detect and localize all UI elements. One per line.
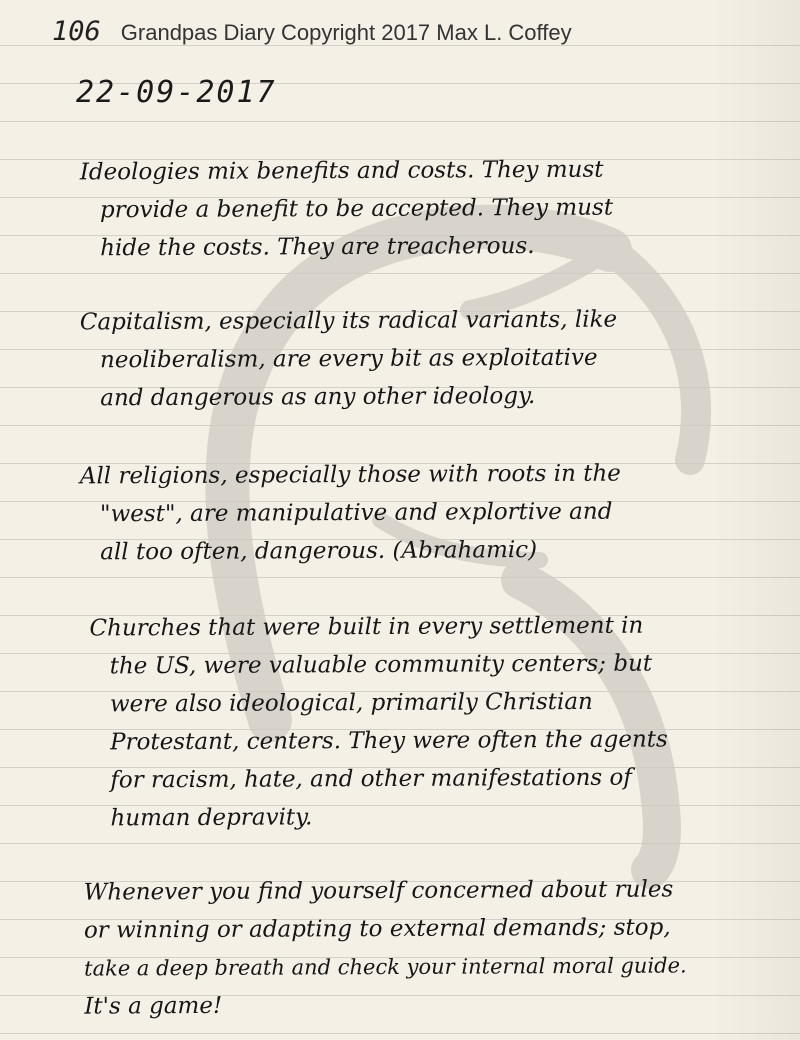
text-line: human depravity. — [110, 804, 313, 832]
page-number: 106 — [52, 16, 101, 47]
text-line: Protestant, centers. They were often the agents — [110, 726, 668, 756]
text-line: were also ideological, primarily Christian — [109, 688, 593, 718]
text-line: all too often, dangerous. (Abrahamic) — [100, 537, 538, 566]
paragraph-capitalism — [80, 301, 618, 418]
header-title: Grandpas Diary Copyright 2017 Max L. Coffey — [120, 20, 572, 45]
paragraph-moral-guide — [84, 870, 687, 1025]
paragraph-churches — [89, 606, 668, 837]
text-line: "west", are manipulative and explortive and — [99, 498, 613, 528]
paragraph-ideologies — [80, 151, 614, 268]
text-line: Capitalism, especially its radical variants, like — [79, 306, 618, 336]
text-line: Churches that were built in every settlement in — [89, 612, 644, 642]
text-line: provide a benefit to be accepted. They must — [99, 194, 614, 224]
page-header — [52, 16, 572, 56]
text-line: for racism, hate, and other manifestations of — [110, 764, 632, 794]
text-line: or winning or adapting to external demands; stop, — [83, 914, 671, 944]
text-line: All religions, especially those with roots in the — [79, 460, 621, 490]
text-line: Whenever you find yourself concerned about rules — [83, 876, 674, 906]
text-line: Ideologies mix benefits and costs. They must — [79, 156, 604, 186]
text-line: hide the costs. They are treacherous. — [100, 233, 535, 262]
text-line: the US, were valuable community centers; but — [109, 650, 653, 680]
text-line: It's a game! — [84, 992, 223, 1020]
entry-date: 22-09-2017 — [76, 75, 277, 110]
text-line: and dangerous as any other ideology. — [100, 383, 536, 412]
paragraph-religions — [80, 455, 622, 572]
text-line: take a deep breath and check your internal moral guide. — [84, 953, 687, 981]
text-line: neoliberalism, are every bit as exploitative — [99, 344, 598, 374]
